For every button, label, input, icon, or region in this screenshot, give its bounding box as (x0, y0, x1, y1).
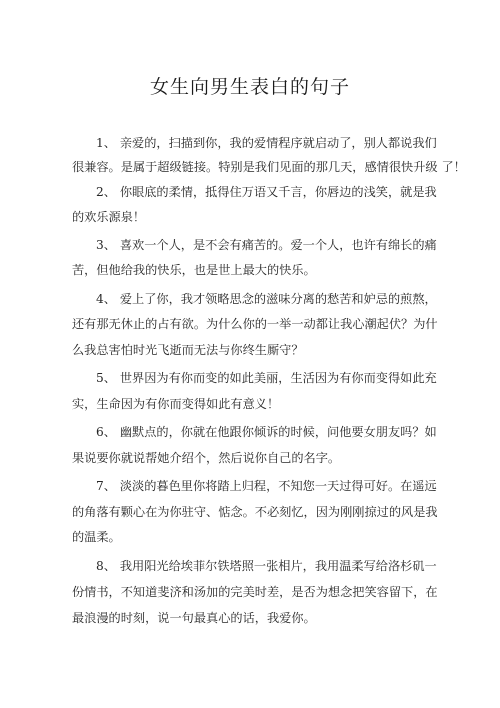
paragraph-line: 份情书，不知道斐济和汤加的完美时差，是否为想念把笑容留下，在 (72, 585, 438, 599)
paragraph-line: 苦，但他给我的快乐，也是世上最大的快乐。 (72, 263, 316, 277)
paragraph-line: 么我总害怕时光飞逝而无法与你终生厮守？ (72, 343, 304, 357)
paragraph-line: 实，生命因为有你而变得如此有意义！ (72, 397, 280, 411)
paragraph-line: 3、 喜欢一个人，是不会有痛苦的。爱一个人，也许有绵长的痛 (96, 238, 437, 252)
document-title: 女生向男生表白的句子 (149, 76, 350, 98)
paragraph-line: 最浪漫的时刻，说一句最真心的话，我爱你。 (72, 611, 316, 625)
paragraph-line: 1、 亲爱的，扫描到你，我的爱情程序就启动了，别人都说我们 (96, 136, 437, 150)
paragraph-line: 2、 你眼底的柔情，抵得住万语又千言，你唇边的浅笑，就是我 (96, 185, 437, 199)
paragraph-line: 很兼容。是属于超级链接。特别是我们见面的那几天，感情很快升级 了！ (72, 160, 466, 174)
paragraph-line: 还有那无休止的占有欲。为什么你的一举一动都让我心潮起伏？为什 (72, 317, 438, 331)
paragraph-line: 8、 我用阳光给埃菲尔铁塔照一张相片，我用温柔写给洛杉矶一 (96, 559, 437, 573)
paragraph-line: 的温柔。 (72, 530, 121, 544)
paragraph-line: 6、 幽默点的，你就在他跟你倾诉的时候，问他要女朋友吗？如 (96, 425, 437, 439)
paragraph-line: 4、 爱上了你，我才领略思念的滋味分离的愁苦和妒忌的煎熬， (96, 292, 437, 306)
paragraph-line: 果说要你就说帮她介绍个，然后说你自己的名字。 (72, 451, 341, 465)
paragraph-line: 5、 世界因为有你而变的如此美丽，生活因为有你而变得如此充 (96, 371, 437, 385)
paragraph-line: 7、 淡淡的暮色里你将踏上归程，不知您一天过得可好。在遥远 (96, 479, 437, 493)
paragraph-line: 的角落有颗心在为你驻守、惦念。不必刻忆，因为刚刚掠过的风是我 (72, 505, 438, 519)
paragraph-line: 的欢乐源泉！ (72, 210, 146, 224)
